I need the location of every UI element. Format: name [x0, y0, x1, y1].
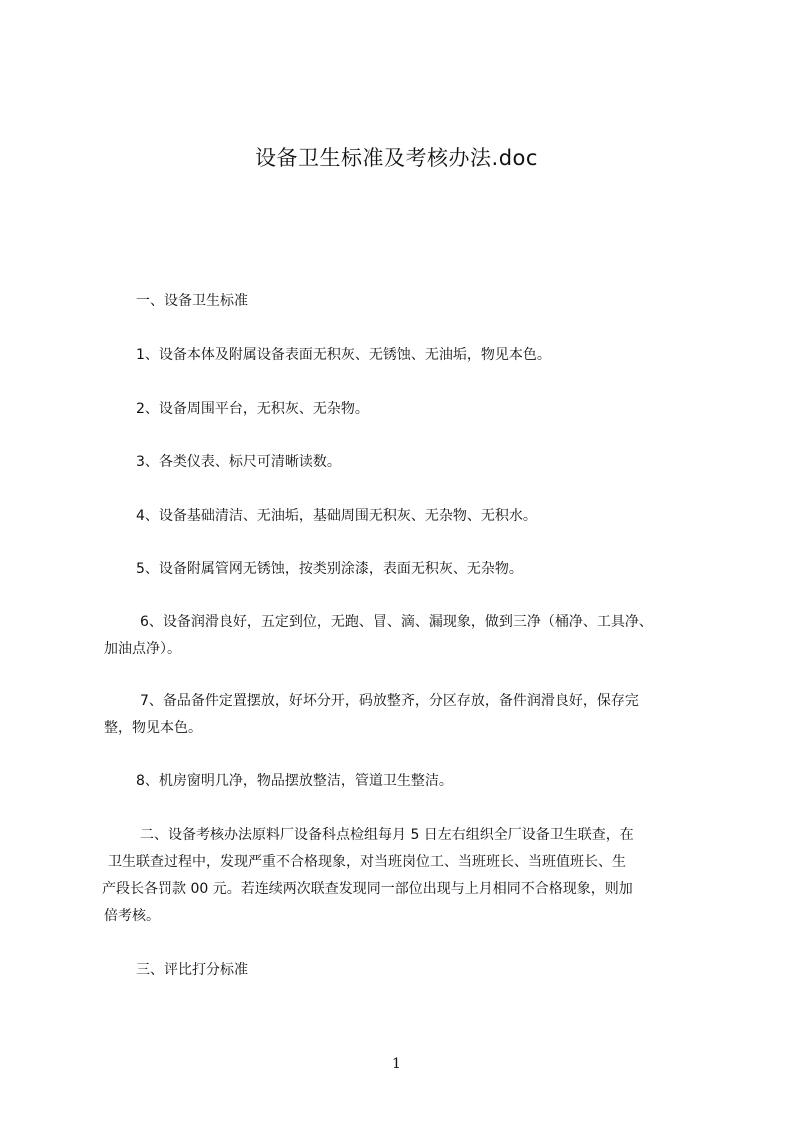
assessment-method-line-4: 倍考核。 [104, 908, 160, 924]
document-title: 设备卫生标准及考核办法.doc [255, 146, 538, 170]
standard-item-1: 1、设备本体及附属设备表面无积灰、无锈蚀、无油垢，物见本色。 [136, 347, 551, 363]
standard-item-3: 3、各类仪表、标尺可清晰读数。 [136, 454, 341, 470]
standard-item-6-line-1: 6、设备润滑良好，五定到位，无跑、冒、滴、漏现象，做到三净（桶净、工具净、 [140, 614, 653, 630]
standard-item-6-line-2: 加油点净）。 [104, 641, 181, 657]
assessment-method-line-1: 二、设备考核办法原料厂设备科点检组每月 5 日左右组织全厂设备卫生联查，在 [140, 827, 634, 843]
standard-item-4: 4、设备基础清洁、无油垢，基础周围无积灰、无杂物、无积水。 [136, 508, 537, 524]
assessment-method-line-3: 产段长各罚款 00 元。若连续两次联查发现同一部位出现与上月相同不合格现象，则加 [102, 881, 633, 897]
standard-item-7-line-1: 7、备品备件定置摆放，好坏分开，码放整齐，分区存放，备件润滑良好，保存完 [140, 693, 639, 709]
section-heading-equipment-hygiene-standard: 一、设备卫生标准 [136, 293, 248, 309]
standard-item-2: 2、设备周围平台，无积灰、无杂物。 [136, 401, 369, 417]
standard-item-7-line-2: 整，物见本色。 [104, 720, 202, 736]
standard-item-5: 5、设备附属管网无锈蚀，按类别涂漆，表面无积灰、无杂物。 [136, 561, 523, 577]
standard-item-8: 8、机房窗明几净，物品摆放整洁，管道卫生整洁。 [136, 773, 453, 789]
page-number: 1 [392, 1056, 401, 1072]
assessment-method-line-2: 卫生联查过程中，发现严重不合格现象，对当班岗位工、当班班长、当班值班长、生 [108, 854, 626, 870]
section-heading-scoring-standard: 三、评比打分标准 [136, 962, 248, 978]
